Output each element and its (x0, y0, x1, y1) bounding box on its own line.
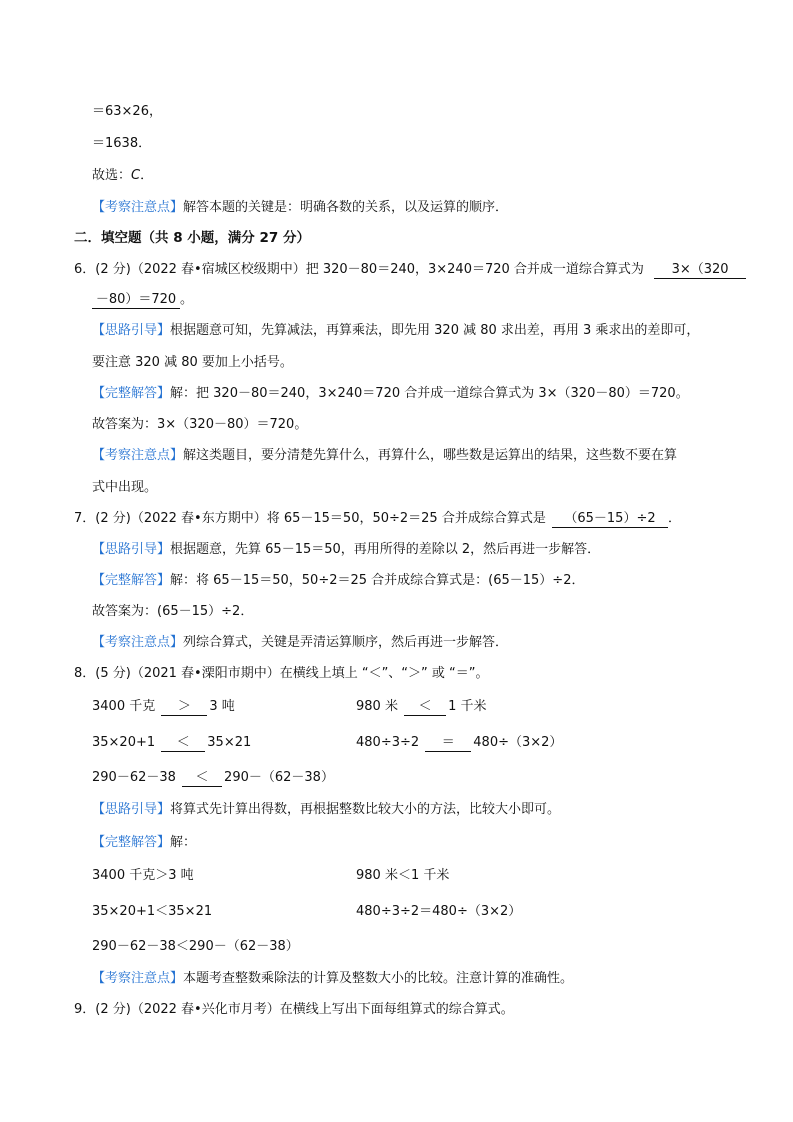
q8-solution-row1-right: 980 米＜1 千米 (356, 868, 450, 883)
choice-label: 故选： (92, 168, 132, 183)
q8-solution-row1-left: 3400 千克＞3 吨 (92, 868, 194, 883)
q6-hint-2: 要注意 320 减 80 要加上小括号。 (92, 355, 293, 370)
q8-expr: 3 吨 (209, 699, 235, 714)
q6-answer-blank-2: －80）＝720 (92, 291, 180, 309)
q7-stem: 7．(2 分)（2022 春•东方期中）将 65－15＝50，50÷2＝25 合并成综合算式是 (74, 511, 546, 526)
q7-answer-line: 故答案为：(65－15）÷2． (92, 604, 254, 619)
calc-step-2: ＝1638． (92, 136, 152, 151)
q7-answer-blank: （65－15）÷2 (552, 510, 668, 528)
hint-tag: 【思路引导】 (92, 542, 171, 557)
choice-period: ． (140, 168, 154, 183)
question-6-cont (92, 291, 193, 309)
q8-answer-blank: ＜ (404, 698, 446, 716)
q8-expr: 980 米 (356, 699, 398, 714)
q6-note-2: 式中出现。 (92, 480, 158, 495)
q8-hint (92, 801, 560, 819)
solution-text: 解：把 320－80＝240，3×240＝720 合并成一道综合算式为 3×（320－80）＝720。 (170, 386, 689, 401)
q8-answer-blank: ＞ (161, 698, 207, 716)
q8-expr: 480÷3÷2 (356, 735, 420, 750)
note-text: 解答本题的关键是：明确各数的关系，以及运算的顺序． (183, 200, 509, 215)
q8-expr: 480÷（3×2） (473, 735, 563, 750)
q8-expr: 290－（62－38） (224, 770, 334, 785)
note-tag: 【考察注意点】 (92, 448, 184, 463)
solution-tag: 【完整解答】 (92, 386, 171, 401)
q6-answer-blank-1: 3×（320 (654, 261, 746, 279)
q7-end: ． (667, 511, 681, 526)
q8-answer-blank: ＝ (425, 734, 471, 752)
question-6 (74, 261, 746, 279)
hint-text: 根据题意可知，先算减法，再算乘法，即先用 320 减 80 求出差，再用 3 乘求出的差即可， (170, 323, 700, 338)
q8-answer-blank: ＜ (161, 734, 205, 752)
q8-row1-left (92, 698, 235, 716)
note-text: 本题考查整数乘除法的计算及整数大小的比较。注意计算的准确性。 (183, 971, 574, 986)
q8-row2-left (92, 734, 251, 752)
q8-row3 (92, 769, 334, 787)
hint-tag: 【思路引导】 (92, 323, 171, 338)
hint-text: 将算式先计算出得数，再根据整数比较大小的方法，比较大小即可。 (170, 802, 561, 817)
q8-expr: 1 千米 (448, 699, 487, 714)
solution-tag: 【完整解答】 (92, 835, 171, 850)
note-text: 列综合算式，关键是弄清运算顺序，然后再进一步解答． (183, 635, 509, 650)
q8-expr: 35×21 (207, 735, 252, 750)
q8-solution-row2-left: 35×20+1＜35×21 (92, 904, 213, 919)
q8-solution-row3: 290－62－38＜290－（62－38） (92, 939, 299, 954)
q8-expr: 3400 千克 (92, 699, 156, 714)
q6-end: 。 (180, 292, 194, 307)
q8-note (92, 970, 573, 988)
note-line-q5 (92, 199, 508, 217)
note-text: 解这类题目，要分清楚先算什么，再算什么，哪些数是运算出的结果，这些数不要在算 (183, 448, 678, 463)
section-title-fill-blank: 二．填空题（共 8 小题，满分 27 分） (74, 230, 310, 246)
q7-note (92, 634, 508, 652)
q8-answer-blank: ＜ (182, 769, 222, 787)
q8-solution-row2-right: 480÷3÷2＝480÷（3×2） (356, 904, 522, 919)
choice-line (92, 167, 153, 185)
q8-solution (92, 834, 196, 852)
solution-tag: 【完整解答】 (92, 573, 171, 588)
solution-text: 解：将 65－15＝50，50÷2＝25 合并成综合算式是：(65－15）÷2． (170, 573, 585, 588)
note-tag: 【考察注意点】 (92, 200, 184, 215)
question-9: 9．(2 分)（2022 春•兴化市月考）在横线上写出下面每组算式的综合算式。 (74, 1002, 514, 1017)
q6-solution (92, 385, 689, 403)
q7-solution (92, 572, 584, 590)
calc-step-1: ＝63×26， (92, 104, 162, 119)
q6-hint (92, 322, 699, 340)
solution-text: 解： (170, 835, 197, 850)
q6-note (92, 447, 677, 465)
note-tag: 【考察注意点】 (92, 971, 184, 986)
q6-answer-line: 故答案为：3×（320－80）＝720。 (92, 417, 308, 432)
q8-expr: 35×20+1 (92, 735, 156, 750)
hint-tag: 【思路引导】 (92, 802, 171, 817)
q6-stem: 6．(2 分)（2022 春•宿城区校级期中）把 320－80＝240，3×240＝720 合并成一道综合算式为 (74, 262, 644, 277)
question-8: 8．(5 分)（2021 春•溧阳市期中）在横线上填上 “＜”、“＞” 或 “＝”。 (74, 666, 489, 681)
choice-value: C (131, 168, 141, 183)
question-7 (74, 510, 681, 528)
q8-expr: 290－62－38 (92, 770, 176, 785)
note-tag: 【考察注意点】 (92, 635, 184, 650)
hint-text: 根据题意，先算 65－15＝50，再用所得的差除以 2，然后再进一步解答． (170, 542, 601, 557)
q8-row2-right (356, 734, 562, 752)
q8-row1-right (356, 698, 487, 716)
q7-hint (92, 541, 600, 559)
